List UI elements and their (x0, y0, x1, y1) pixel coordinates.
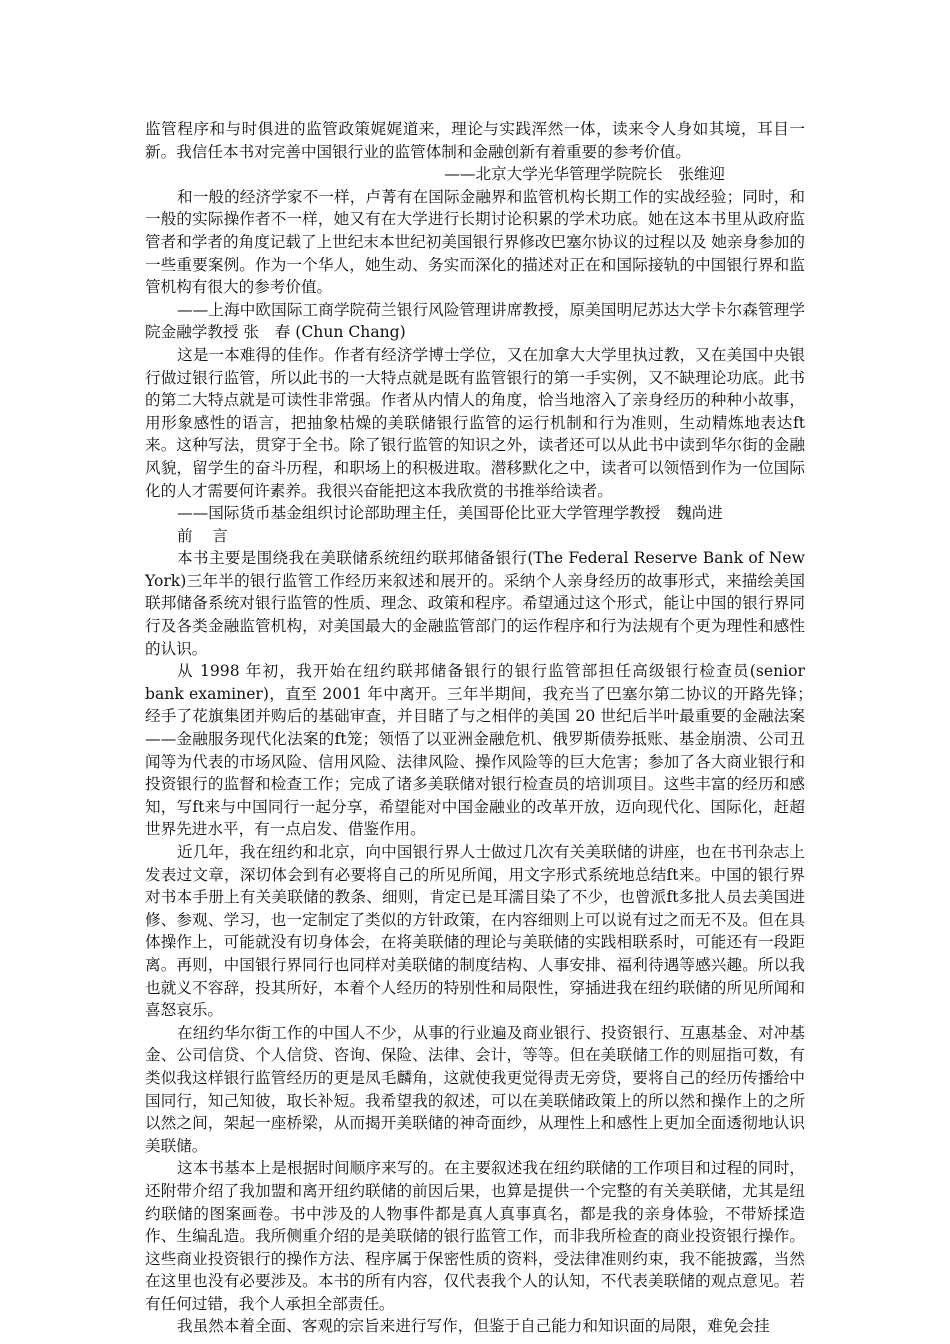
para-praise-3: 这是一本难得的佳作。作者有经济学博士学位，又在加拿大大学里执过教，又在美国中央银行做过银行监管，所以此书的一大特点就是既有监管银行的第一手实例，又不缺理论功底。此书的第二大特点就是可读性非常强。作者从内情人的角度，恰当地溶入了亲身经历的种种小故事，用形象感性的语言，把抽象枯燥的美联储银行监管的运行机制和行为准则，生动精炼地表达ft来。这种写法，贯穿于全书。除了银行监管的知识之外，读者还可以从此书中读到华尔街的金融风貌，留学生的奋斗历程，和职场上的积极进取。潜移默化之中，读者可以领悟到作为一位国际化的人才需要何许素养。我很兴奋能把这本我欣赏的书推举给读者。 (145, 345, 805, 500)
para-preface-1: 本书主要是围绕我在美联储系统纽约联邦储备银行(The Federal Reserve Bank of New York)三年半的银行监管工作经历来叙述和展开的。采纳个人亲身经历的故事形式，来描绘美国联邦储备系统对银行监管的性质、理念、政策和程序。希望通过这个形式，能让中国的银行界同行及各类金融监管机构，对美国最大的金融监管部门的运作程序和行为法规有个更为理性和感性的认识。 (145, 549, 805, 658)
para-preface-6: 我虽然本着全面、客观的宗旨来进行写作，但鉴于自己能力和知识面的局限，难免会挂 (177, 1317, 770, 1336)
para-praise-2: 和一般的经济学家不一样，卢菁有在国际金融界和监管机构长期工作的实战经验；同时，和一般的实际操作者不一样，她又有在大学进行长期讨论积累的学术功底。她在这本书里从政府监管者和学者的角度记载了上世纪末本世纪初美国银行界修改巴塞尔协议的过程以及 她亲身参加的一些重要案例。作为一个华人，她生动、务实而深化的描述对正在和国际接轨的中国银行界和监管机构有很大的参考价值。 (145, 187, 805, 297)
para-preface-2: 从 1998 年初，我开始在纽约联邦储备银行的银行监管部担任高级银行检查员(senior bank examiner)，直至 2001 年中离开。三年半期间，我充当了巴塞尔第二协议的开路先锋； 经手了花旗集团并购后的基础审查，并目睹了与之相伴的美国 20 世纪后半叶最重要的金融法案——金融服务现代化法案的ft笼；领悟了以亚洲金融危机、俄罗斯债券抵账、基金崩溃、公司丑闻等为代表的市场风险、信用风险、法律风险、操作风险等的巨大危害；参加了各大商业银行和投资银行的监督和检查工作；完成了诸多美联储对银行检查员的培训项目。这些丰富的经历和感知，写ft来与中国同行一起分享，希望能对中国金融业的改革开放，迈向现代化、国际化，赶超世界先进水平，有一点启发、借鉴作用。 (145, 662, 821, 839)
signature-zhang-chun: ——上海中欧国际工商学院荷兰银行风险管理讲席教授，原美国明尼苏达大学卡尔森管理学院金融学教授 张 春 (Chun Chang) (145, 300, 805, 342)
para-preface-3: 近几年，我在纽约和北京，向中国银行界人士做过几次有关美联储的讲座，也在书刊杂志上发表过文章，深切体会到有必要将自己的所见所闻，用文字形式系统地总结ft来。中国的银行界对书本手册上有关美联储的教条、细则，肯定已是耳濡目染了不少，也曾派ft多批人员去美国进修、参观、学习，也一定制定了类似的方针政策，在内容细则上可以说有过之而无不及。但在具体操作上，可能就没有切身体会，在将美联储的理论与美联储的实践相联系时，可能还有一段距离。再则，中国银行界同行也同样对美联储的制度结构、人事安排、福利待遇等感兴趣。所以我也就义不容辞，投其所好，本着个人经历的特别性和局限性，穿插进我在纽约联储的所见所闻和喜怒哀乐。 (145, 843, 805, 1020)
para-preface-5: 这本书基本上是根据时间顺序来写的。在主要叙述我在纽约联储的工作项目和过程的同时，还附带介绍了我加盟和离开纽约联储的前因后果，也算是提供一个完整的有关美联储，尤其是纽约联储的图案画卷。书中涉及的人物事件都是真人真事真名，都是我的亲身体验，不带矫揉造作、生编乱造。我所侧重介绍的是美联储的银行监管工作，而非我所检查的商业投资银行操作。这些商业投资银行的操作方法、程序属于保密性质的资料，受法律准则约束，我不能披露，当然在这里也没有必要涉及。本书的所有内容，仅代表我个人的认知，不代表美联储的观点意见。若有任何过错，我个人承担全部责任。 (145, 1159, 805, 1313)
signature-zhang-weiying: ——北京大学光华管理学院院长 张维迎 (444, 165, 725, 184)
preface-heading: 前 言 (177, 526, 230, 545)
document-page (145, 118, 821, 1338)
signature-wei-shangjin: ——国际货币基金组织讨论部助理主任，美国哥伦比亚大学管理学教授 魏尚进 (177, 504, 723, 523)
para-cont-praise: 监管程序和与时俱进的监管政策娓娓道来，理论与实践浑然一体，读来令人身如其境，耳目一新。我信任本书对完善中国银行业的监管体制和金融创新有着重要的参考价值。 (145, 120, 805, 161)
para-preface-4: 在纽约华尔街工作的中国人不少，从事的行业遍及商业银行、投资银行、互惠基金、对冲基金、公司信贷、个人信贷、咨询、保险、法律、会计，等等。但在美联储工作的则屈指可数，有类似我这样银行监管经历的更是凤毛麟角，这就使我更觉得责无旁贷，要将自己的经历传播给中国同行，知己知彼，取长补短。我希望我的叙述，可以在美联储政策上的所以然和操作上的之所以然之间，架起一座桥梁，从而揭开美联储的神奇面纱，从理性上和感性上更加全面透彻地认识美联储。 (145, 1023, 805, 1155)
